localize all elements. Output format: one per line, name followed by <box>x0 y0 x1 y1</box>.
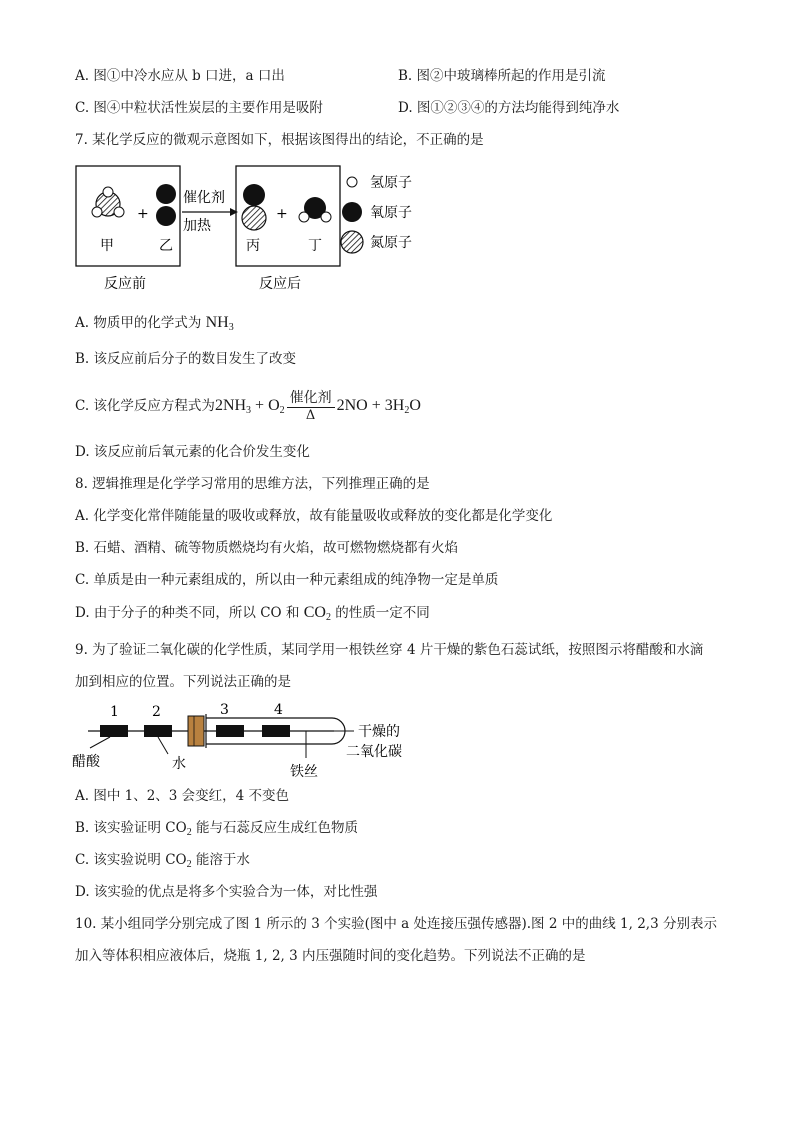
plus-sign-1: + <box>137 206 149 222</box>
iron-wire-label: 铁丝 <box>290 764 318 780</box>
plus-sign-2: + <box>276 206 288 222</box>
q7-option-b: B. 该反应前后分子的数目发生了改变 <box>75 351 297 367</box>
q8-option-d: D. 由于分子的种类不同，所以 CO 和 $CO_2$ 的性质一定不同 <box>75 604 430 623</box>
q6-option-c: C. 图④中粒状活性炭层的主要作用是吸附 <box>75 100 323 116</box>
no-molecule <box>242 184 266 230</box>
paper-number-3: 3 <box>220 702 229 718</box>
q9-option-a: A. 图中 1、2、3 会变红，4 不变色 <box>75 788 290 804</box>
q6-option-a: A. 图①中冷水应从 b 口进，a 口出 <box>75 68 285 84</box>
rubber-stopper <box>188 716 204 746</box>
paper-number-4: 4 <box>274 702 283 718</box>
dry-co2-label-1: 干燥的 <box>358 724 400 740</box>
q7-reaction-diagram <box>70 160 430 300</box>
legend-nitrogen: 氮原子 <box>370 235 412 251</box>
paper-number-2: 2 <box>152 704 161 720</box>
q6-option-b: B. 图②中玻璃棒所起的作用是引流 <box>398 68 606 84</box>
label-after: 反应后 <box>259 276 301 292</box>
reaction-condition: $\frac{\text{催化剂}}{\Delta}$ <box>287 390 335 424</box>
legend-hydrogen: 氢原子 <box>370 175 412 191</box>
label-yi: 乙 <box>159 238 173 254</box>
q10-stem-line2: 加入等体积相应液体后，烧瓶 1, 2, 3 内压强随时间的变化趋势。下列说法不正确的是 <box>75 948 586 964</box>
q7-option-d: D. 该反应前后氧元素的化合价发生变化 <box>75 444 310 460</box>
q9-option-c: C. 该实验说明 $CO_2$ 能溶于水 <box>75 852 250 870</box>
h2o-molecule <box>299 197 331 222</box>
catalyst-label: 催化剂 <box>183 190 225 206</box>
litmus-paper-3 <box>216 725 244 737</box>
o2-molecule <box>156 184 176 226</box>
label-before: 反应前 <box>104 276 146 292</box>
q9-stem-line2: 加到相应的位置。下列说法正确的是 <box>75 674 291 690</box>
dry-co2-label-2: 二氧化碳 <box>346 744 402 760</box>
q8-option-b: B. 石蜡、酒精、硫等物质燃烧均有火焰，故可燃物燃烧都有火焰 <box>75 540 459 556</box>
q9-stem-line1: 9. 为了验证二氧化碳的化学性质，某同学用一根铁丝穿 4 片干燥的紫色石蕊试纸，按照图示将醋酸和水滴 <box>75 642 704 658</box>
q6-option-d: D. 图①②③④的方法均能得到纯净水 <box>398 100 620 116</box>
label-ding: 丁 <box>308 238 322 254</box>
q9-option-b: B. 该实验证明 $CO_2$ 能与石蕊反应生成红色物质 <box>75 820 358 838</box>
vinegar-label: 醋酸 <box>72 754 100 770</box>
q7-stem: 7. 某化学反应的微观示意图如下，根据该图得出的结论，不正确的是 <box>75 132 484 148</box>
litmus-paper-2 <box>144 725 172 737</box>
q8-option-a: A. 化学变化常伴随能量的吸收或释放，故有能量吸收或释放的变化都是化学变化 <box>75 508 553 524</box>
nh3-molecule <box>92 187 124 217</box>
q7-option-c: C. 该化学反应方程式为$2NH_3 + O_2$ $\frac{\text{催化剂}}{\Delta}$ $2NO + 3H_2O$ <box>75 389 421 423</box>
litmus-paper-1 <box>100 725 128 737</box>
paper-number-1: 1 <box>110 704 119 720</box>
legend-oxygen: 氧原子 <box>370 205 412 221</box>
label-jia: 甲 <box>100 238 114 254</box>
q9-apparatus-diagram <box>70 696 430 780</box>
q7-option-a: A. 物质甲的化学式为 $NH_3$ <box>75 314 234 333</box>
q8-stem: 8. 逻辑推理是化学学习常用的思维方法，下列推理正确的是 <box>75 476 430 492</box>
label-bing: 丙 <box>246 238 260 254</box>
q9-option-d: D. 该实验的优点是将多个实验合为一体，对比性强 <box>75 884 378 900</box>
q8-option-c: C. 单质是由一种元素组成的，所以由一种元素组成的纯净物一定是单质 <box>75 572 499 588</box>
litmus-paper-4 <box>262 725 290 737</box>
heat-label: 加热 <box>183 218 211 234</box>
q10-stem-line1: 10. 某小组同学分别完成了图 1 所示的 3 个实验(图中 a 处连接压强传感器).图 2 中的曲线 1, 2,3 分别表示 <box>75 916 717 932</box>
water-label: 水 <box>172 756 186 772</box>
